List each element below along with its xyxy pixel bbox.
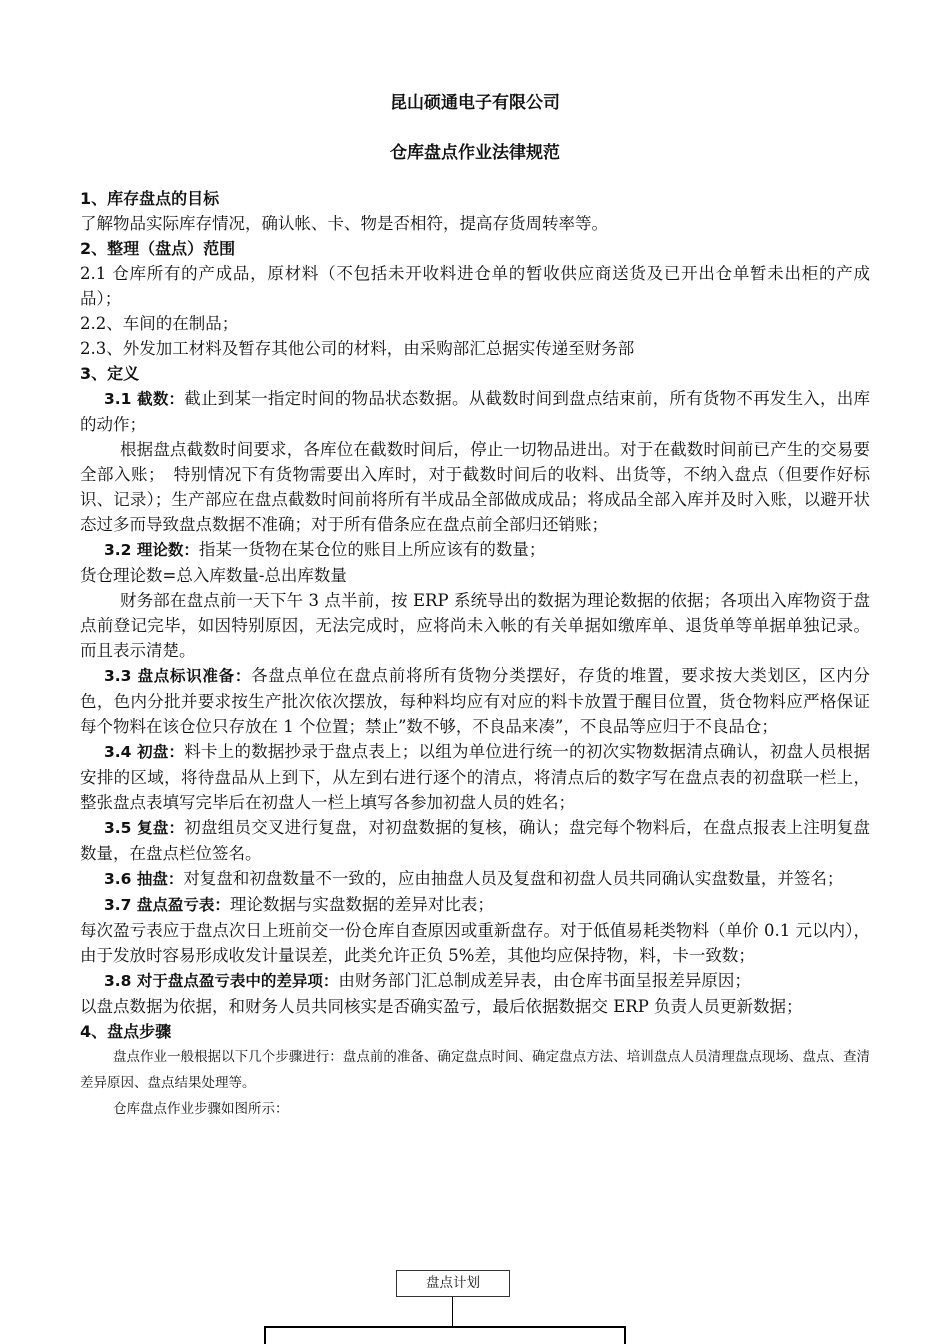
definition-3-5	[80, 815, 870, 866]
flowchart-box-inventory-plan: 盘点计划	[396, 1270, 510, 1297]
flowchart-connector-left-branch	[264, 1326, 266, 1344]
definition-3-6-label: 3.6 抽盘：	[104, 870, 184, 888]
definition-3-5-label: 3.5 复盘：	[104, 819, 185, 837]
definition-3-4-label: 3.4 初盘：	[104, 743, 185, 761]
section-2-heading: 2、整理（盘点）范围	[80, 239, 236, 258]
definition-3-4	[80, 739, 870, 815]
definition-3-2	[80, 537, 870, 563]
flowchart-connector-right-branch	[624, 1326, 626, 1344]
flowchart-connector-horizontal	[264, 1326, 626, 1328]
section-1-text: 了解物品实际库存情况，确认帐、卡、物是否相符，提高存货周转率等。	[80, 214, 608, 233]
definition-3-5-text: 初盘组员交叉进行复盘，对初盘数据的复核，确认；盘完每个物料后，在盘点报表上注明复盘数量，在盘点栏位签名。	[80, 818, 870, 863]
document-body	[80, 186, 870, 1122]
section-4-figure-caption: 仓库盘点作业步骤如图所示：	[113, 1101, 289, 1117]
definition-3-8-detail: 以盘点数据为依据，和财务人员共同核实是否确实盈亏，最后依据数据交 ERP 负责人员更新数据；	[80, 997, 803, 1016]
definition-3-8-label: 3.8 对于盘点盈亏表中的差异项：	[104, 972, 339, 990]
section-2-item-2: 2.2、车间的在制品；	[80, 314, 239, 333]
definition-3-6-text: 对复盘和初盘数量不一致的，应由抽盘人员及复盘和初盘人员共同确认实盘数量，并签名；	[183, 869, 844, 888]
definition-3-3-text: 各盘点单位在盘点前将所有货物分类摆好，存货的堆置，要求按大类划区，区内分色，色内分批并要求按生产批次依次摆放，每种料均应有对应的料卡放置于醒目位置，货仓物料应严格保证每个物料在该仓位只存放在 1 个位置；禁止”数不够，不良品来凑”，不良品等应归于不良品仓；	[80, 666, 871, 736]
definition-3-3-label: 3.3 盘点标识准备：	[104, 667, 252, 685]
definition-3-4-text: 料卡上的数据抄录于盘点表上；以组为单位进行统一的初次实物数据清点确认，初盘人员根据安排的区域，将待盘品从上到下，从左到右进行逐个的清点，将清点后的数字写在盘点表的初盘联一栏上，整张盘点表填写完毕后在初盘人一栏上填写各参加初盘人员的姓名；	[80, 742, 870, 812]
definition-3-2-text: 指某一货物在某仓位的账目上所应该有的数量；	[198, 540, 546, 559]
section-3-heading: 3、定义	[80, 364, 140, 383]
definition-3-1-label: 3.1 截数：	[104, 390, 185, 408]
section-2-item-3: 2.3、外发加工材料及暂存其他公司的材料，由采购部汇总据实传递至财务部	[80, 339, 635, 358]
definition-3-1-text: 截止到某一指定时间的物品状态数据。从截数时间到盘点结束前，所有货物不再发生入，出库的动作；	[80, 389, 870, 434]
section-2-item-1: 2.1 仓库所有的产成品，原材料（不包括未开收料进仓单的暂收供应商送货及已开出仓单暂未出柜的产成品）；	[80, 264, 870, 308]
company-name: 昆山硕通电子有限公司	[390, 93, 560, 113]
definition-3-2-formula: 货仓理论数=总入库数量-总出库数量	[80, 566, 347, 585]
definition-3-7-text: 理论数据与实盘数据的差异对比表；	[229, 895, 494, 914]
definition-3-1-detail: 根据盘点截数时间要求，各库位在截数时间后，停止一切物品进出。对于在截数时间前已产生的交易要全部入账； 特别情况下有货物需要出入库时，对于截数时间后的收料、出货等，不纳入盘点（但要作好标识、记录）；生产部应在盘点截数时间前将所有半成品全部做成成品；将成品全部入库并及时入账，以避开状态过多而导致盘点数据不准确；对于所有借条应在盘点前全部归还销账；	[80, 440, 870, 534]
definition-3-2-detail: 财务部在盘点前一天下午 3 点半前，按 ERP 系统导出的数据为理论数据的依据；各项出入库物资于盘点前登记完毕，如因特别原因，无法完成时，应将尚未入帐的有关单据如缴库单、退货单等单据单独记录。而且表示清楚。	[80, 591, 870, 660]
flowchart-connector-vertical	[452, 1297, 453, 1327]
document-title: 仓库盘点作业法律规范	[390, 143, 560, 163]
definition-3-7-detail: 每次盈亏表应于盘点次日上班前交一份仓库自查原因或重新盘存。对于低值易耗类物料（单价 0.1 元以内），由于发放时容易形成收发计量误差，此类允许正负 5%差，其他均应保持物，料，卡一致数；	[80, 921, 870, 965]
definition-3-2-label: 3.2 理论数：	[104, 541, 199, 559]
section-4-text: 盘点作业一般根据以下几个步骤进行：盘点前的准备、确定盘点时间、确定盘点方法、培训盘点人员清理盘点现场、盘点、查清差异原因、盘点结果处理等。	[80, 1049, 870, 1091]
definition-3-8	[80, 968, 870, 994]
section-1-heading: 1、库存盘点的目标	[80, 189, 220, 208]
definition-3-8-text: 由财务部门汇总制成差异表，由仓库书面呈报差异原因；	[338, 971, 751, 990]
section-4-heading: 4、盘点步骤	[80, 1022, 172, 1041]
definition-3-7-label: 3.7 盘点盈亏表：	[104, 896, 230, 914]
definition-3-6	[80, 866, 870, 892]
definition-3-1	[80, 386, 870, 437]
definition-3-3	[80, 663, 870, 739]
definition-3-7	[80, 892, 870, 918]
